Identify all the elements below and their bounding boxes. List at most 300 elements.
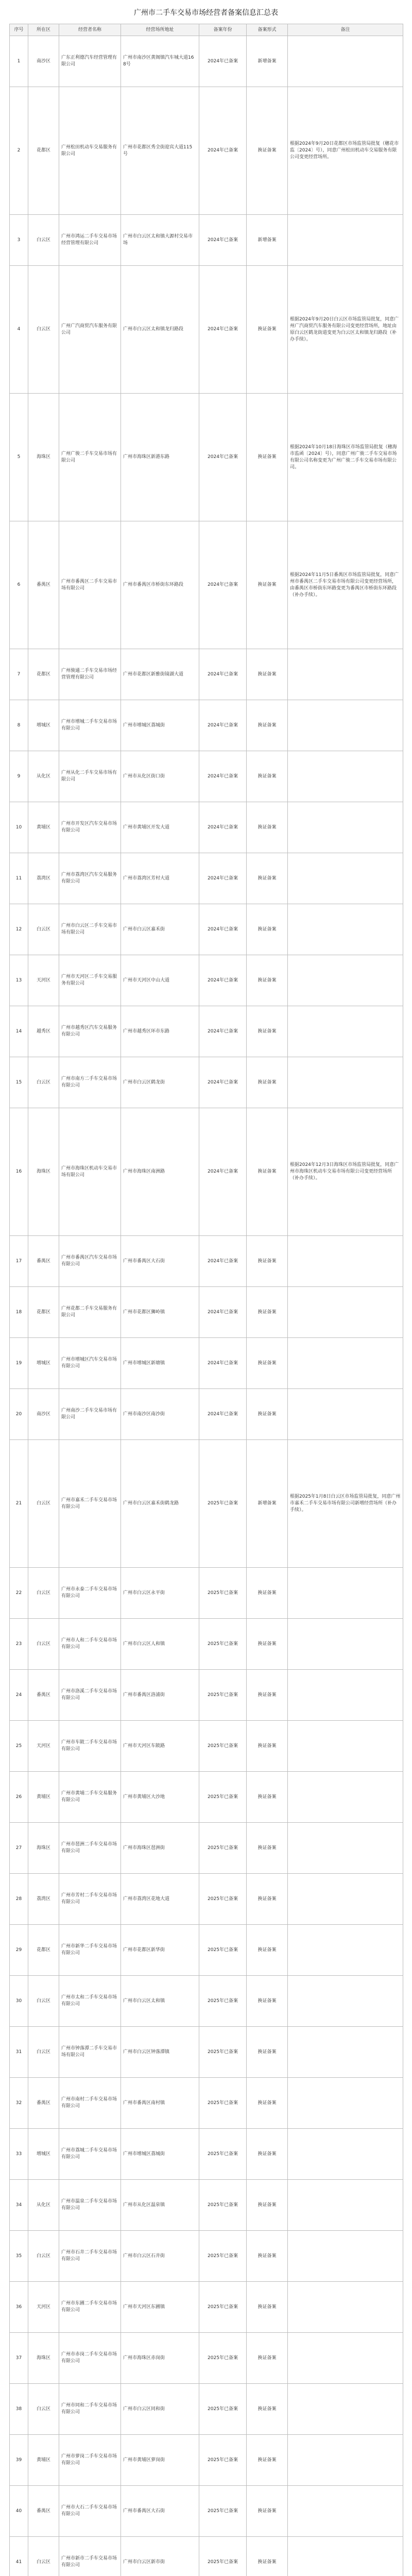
- cell-district: 白云区: [28, 215, 59, 266]
- cell-year: 2024年已备案: [199, 215, 247, 266]
- table-row: [10, 751, 403, 802]
- cell-form: 新增备案: [247, 1440, 288, 1568]
- cell-name: 广州市琶洲二手车交易市场有限公司: [59, 1823, 121, 1874]
- cell-district: 增城区: [28, 700, 59, 751]
- cell-form: 换证备案: [247, 87, 288, 215]
- table-row: [10, 2129, 403, 2180]
- cell-form: 换证备案: [247, 2537, 288, 2576]
- cell-address: 广州市从化区街口街: [121, 751, 199, 802]
- cell-district: 天河区: [28, 955, 59, 1006]
- cell-form: 换证备案: [247, 1006, 288, 1057]
- cell-address: 广州市南沙区南沙街: [121, 1389, 199, 1440]
- cell-year: 2024年已备案: [199, 1006, 247, 1057]
- cell-no: 21: [10, 1440, 28, 1568]
- table-header: [10, 24, 403, 36]
- cell-no: 34: [10, 2180, 28, 2231]
- table-body: [10, 36, 403, 2576]
- cell-form: 换证备案: [247, 1338, 288, 1389]
- cell-address: 广州市白云区嘉禾街: [121, 904, 199, 955]
- table-row: [10, 2282, 403, 2333]
- cell-note: [288, 1057, 403, 1108]
- cell-no: 37: [10, 2333, 28, 2384]
- cell-year: 2024年已备案: [199, 904, 247, 955]
- cell-address: 广州市白云区太和镇大源村交易市场: [121, 215, 199, 266]
- cell-year: 2024年已备案: [199, 955, 247, 1006]
- cell-name: 广州市温泉二手车交易市场有限公司: [59, 2180, 121, 2231]
- cell-note: [288, 1976, 403, 2027]
- document-title: 广州市二手车交易市场经营者备案信息汇总表: [134, 9, 278, 17]
- table-row: [10, 2537, 403, 2576]
- cell-district: 花都区: [28, 1287, 59, 1338]
- cell-address: 广州市海珠区赤岗街: [121, 2333, 199, 2384]
- cell-district: 番禺区: [28, 1236, 59, 1287]
- cell-note: 根据2024年11月5日番禺区市场监管局批复，同意广州市番禺区二手车交易市场有限公司变更经营场所，由番禺区市桥街东环路变更为番禺区市桥街东环路段（补办手续）。: [288, 521, 403, 649]
- table-row: [10, 2486, 403, 2537]
- cell-name: 广州市增城二手车交易市场有限公司: [59, 700, 121, 751]
- cell-name: 广州松田机动车交易服务有限公司: [59, 87, 121, 215]
- cell-note: [288, 955, 403, 1006]
- cell-note: [288, 215, 403, 266]
- table-row: [10, 1236, 403, 1287]
- cell-note: [288, 2282, 403, 2333]
- cell-address: 广州市海珠区南洲路: [121, 1108, 199, 1236]
- cell-name: 广州市新市二手车交易市场有限公司: [59, 2537, 121, 2576]
- cell-form: 换证备案: [247, 904, 288, 955]
- cell-note: [288, 2486, 403, 2537]
- cell-form: 换证备案: [247, 1670, 288, 1721]
- cell-note: [288, 1670, 403, 1721]
- cell-district: 海珠区: [28, 394, 59, 521]
- table-row: [10, 1823, 403, 1874]
- table-row: [10, 1108, 403, 1236]
- cell-district: 海珠区: [28, 2333, 59, 2384]
- cell-form: 换证备案: [247, 2486, 288, 2537]
- cell-district: 白云区: [28, 1440, 59, 1568]
- cell-no: 5: [10, 394, 28, 521]
- column-header-year: 备案年份: [199, 24, 247, 36]
- cell-name: 广州广汽商贸汽车服务有限公司: [59, 266, 121, 394]
- cell-name: 广州从化二手车交易市场有限公司: [59, 751, 121, 802]
- cell-form: 换证备案: [247, 700, 288, 751]
- table-row: [10, 1925, 403, 1976]
- cell-district: 增城区: [28, 2129, 59, 2180]
- cell-district: 白云区: [28, 2027, 59, 2078]
- cell-form: 换证备案: [247, 2180, 288, 2231]
- cell-no: 11: [10, 853, 28, 904]
- cell-address: 广州市天河区东圃镇: [121, 2282, 199, 2333]
- cell-district: 荔湾区: [28, 1874, 59, 1925]
- cell-name: 广州市鸿运二手车交易市场经营管理有限公司: [59, 215, 121, 266]
- cell-form: 换证备案: [247, 1874, 288, 1925]
- cell-no: 40: [10, 2486, 28, 2537]
- cell-district: 白云区: [28, 266, 59, 394]
- cell-form: 换证备案: [247, 2333, 288, 2384]
- cell-no: 6: [10, 521, 28, 649]
- cell-no: 38: [10, 2384, 28, 2435]
- cell-address: 广州市越秀区环市东路: [121, 1006, 199, 1057]
- table-row: [10, 700, 403, 751]
- cell-name: 广州市荔湾区汽车交易服务有限公司: [59, 853, 121, 904]
- cell-address: 广州市番禺区市桥街东环路段: [121, 521, 199, 649]
- cell-name: 广州市人和二手车交易市场有限公司: [59, 1619, 121, 1670]
- cell-year: 2024年已备案: [199, 649, 247, 700]
- cell-address: 广州市番禺区南村镇: [121, 2078, 199, 2129]
- cell-name: 广州市钟落潭二手车交易市场有限公司: [59, 2027, 121, 2078]
- cell-year: 2025年已备案: [199, 2486, 247, 2537]
- cell-form: 换证备案: [247, 1619, 288, 1670]
- cell-name: 广州市洛溪二手车交易市场有限公司: [59, 1670, 121, 1721]
- cell-address: 广州市增城区荔城街: [121, 700, 199, 751]
- cell-year: 2024年已备案: [199, 1287, 247, 1338]
- cell-district: 南沙区: [28, 1389, 59, 1440]
- cell-year: 2024年已备案: [199, 87, 247, 215]
- cell-note: [288, 2180, 403, 2231]
- cell-year: 2025年已备案: [199, 2078, 247, 2129]
- cell-district: 番禺区: [28, 1670, 59, 1721]
- cell-note: [288, 2078, 403, 2129]
- cell-name: 广东正利德汽车经营管理有限公司: [59, 36, 121, 87]
- cell-address: 广州市黄埔区开发大道: [121, 802, 199, 853]
- cell-name: 广州市南村二手车交易市场有限公司: [59, 2078, 121, 2129]
- cell-district: 白云区: [28, 1976, 59, 2027]
- cell-note: [288, 802, 403, 853]
- cell-no: 27: [10, 1823, 28, 1874]
- cell-form: 换证备案: [247, 1236, 288, 1287]
- table-row: [10, 2231, 403, 2282]
- cell-name: 广州市白云区二手车交易市场有限公司: [59, 904, 121, 955]
- cell-year: 2025年已备案: [199, 1976, 247, 2027]
- cell-no: 3: [10, 215, 28, 266]
- cell-form: 换证备案: [247, 1721, 288, 1772]
- table-row: [10, 904, 403, 955]
- column-header-form: 备案形式: [247, 24, 288, 36]
- cell-no: 12: [10, 904, 28, 955]
- cell-no: 32: [10, 2078, 28, 2129]
- cell-address: 广州市白云区新市街: [121, 2537, 199, 2576]
- cell-district: 海珠区: [28, 1108, 59, 1236]
- table-row: [10, 394, 403, 521]
- cell-address: 广州市白云区石井街: [121, 2231, 199, 2282]
- cell-district: 花都区: [28, 87, 59, 215]
- cell-name: 广州市南方二手车交易市场有限公司: [59, 1057, 121, 1108]
- table-row: [10, 87, 403, 215]
- column-header-address: 经营场所地址: [121, 24, 199, 36]
- cell-year: 2025年已备案: [199, 2231, 247, 2282]
- table-row: [10, 2384, 403, 2435]
- cell-note: [288, 751, 403, 802]
- cell-year: 2025年已备案: [199, 2027, 247, 2078]
- cell-district: 白云区: [28, 2231, 59, 2282]
- table-row: [10, 1006, 403, 1057]
- table-row: [10, 2078, 403, 2129]
- cell-district: 番禺区: [28, 2078, 59, 2129]
- cell-form: 换证备案: [247, 751, 288, 802]
- cell-no: 26: [10, 1772, 28, 1823]
- table-row: [10, 215, 403, 266]
- cell-address: 广州市白云区鹤龙街: [121, 1057, 199, 1108]
- cell-year: 2025年已备案: [199, 1568, 247, 1619]
- cell-year: 2024年已备案: [199, 700, 247, 751]
- cell-note: [288, 904, 403, 955]
- cell-year: 2025年已备案: [199, 2333, 247, 2384]
- cell-no: 36: [10, 2282, 28, 2333]
- cell-address: 广州市白云区钟落潭镇: [121, 2027, 199, 2078]
- cell-name: 广州市荔城二手车交易市场有限公司: [59, 2129, 121, 2180]
- cell-address: 广州市番禺区洛浦街: [121, 1670, 199, 1721]
- cell-no: 18: [10, 1287, 28, 1338]
- cell-form: 换证备案: [247, 266, 288, 394]
- column-header-note: 备注: [288, 24, 403, 36]
- cell-no: 24: [10, 1670, 28, 1721]
- cell-form: 换证备案: [247, 1108, 288, 1236]
- cell-district: 黄埔区: [28, 1772, 59, 1823]
- cell-note: [288, 36, 403, 87]
- cell-name: 广州市同和二手车交易市场有限公司: [59, 2384, 121, 2435]
- cell-year: 2024年已备案: [199, 802, 247, 853]
- table-row: [10, 1389, 403, 1440]
- cell-form: 换证备案: [247, 394, 288, 521]
- cell-name: 广州市天河区二手车交易服务有限公司: [59, 955, 121, 1006]
- cell-address: 广州市花都区新华街: [121, 1925, 199, 1976]
- cell-year: 2024年已备案: [199, 1236, 247, 1287]
- cell-district: 花都区: [28, 1925, 59, 1976]
- cell-note: [288, 1721, 403, 1772]
- cell-address: 广州市增城区荔城街: [121, 2129, 199, 2180]
- cell-address: 广州市天河区车陂路: [121, 1721, 199, 1772]
- cell-name: 广州市越秀区汽车交易服务有限公司: [59, 1006, 121, 1057]
- cell-district: 从化区: [28, 2180, 59, 2231]
- table-row: [10, 649, 403, 700]
- cell-district: 花都区: [28, 649, 59, 700]
- cell-year: 2024年已备案: [199, 1389, 247, 1440]
- cell-district: 白云区: [28, 1568, 59, 1619]
- cell-note: [288, 2027, 403, 2078]
- table-row: [10, 1721, 403, 1772]
- cell-no: 23: [10, 1619, 28, 1670]
- cell-no: 41: [10, 2537, 28, 2576]
- cell-address: 广州市白云区人和镇: [121, 1619, 199, 1670]
- column-header-district: 所在区: [28, 24, 59, 36]
- cell-name: 广州市萝岗二手车交易市场有限公司: [59, 2435, 121, 2486]
- cell-name: 广州市嘉禾二手车交易市场有限公司: [59, 1440, 121, 1568]
- cell-note: [288, 1823, 403, 1874]
- cell-name: 广州市增城区汽车交易市场有限公司: [59, 1338, 121, 1389]
- cell-year: 2024年已备案: [199, 853, 247, 904]
- cell-address: 广州市白云区永平街: [121, 1568, 199, 1619]
- cell-district: 天河区: [28, 1721, 59, 1772]
- cell-no: 29: [10, 1925, 28, 1976]
- cell-name: 广州市车陂二手车交易市场有限公司: [59, 1721, 121, 1772]
- cell-year: 2025年已备案: [199, 1619, 247, 1670]
- cell-no: 30: [10, 1976, 28, 2027]
- table-row: [10, 1874, 403, 1925]
- cell-name: 广州市永泰二手车交易市场有限公司: [59, 1568, 121, 1619]
- cell-note: 根据2024年9月20日白云区市场监管局批复，同意广州广汽商贸汽车服务有限公司变更经营场所，地址由原白云区鹤龙街道变更为白云区太和镇龙归路段（补办手续）。: [288, 266, 403, 394]
- cell-name: 广州花都二手车交易服务有限公司: [59, 1287, 121, 1338]
- table-row: [10, 1619, 403, 1670]
- table-row: [10, 1568, 403, 1619]
- cell-note: 根据2024年9月20日花都区市场监管局批复（穗花市监〔2024〕号），同意广州松田机动车交易服务有限公司变更经营场所。: [288, 87, 403, 215]
- cell-note: [288, 1874, 403, 1925]
- cell-address: 广州市海珠区琶洲街: [121, 1823, 199, 1874]
- cell-address: 广州市花都区新雅街镜湖大道: [121, 649, 199, 700]
- cell-name: 广州市番禺区二手车交易市场有限公司: [59, 521, 121, 649]
- cell-form: 新增备案: [247, 215, 288, 266]
- cell-note: 根据2024年12月3日海珠区市场监管局批复，同意广州市海珠区机动车交易市场有限公司变更经营场所（补办手续）。: [288, 1108, 403, 1236]
- cell-form: 换证备案: [247, 649, 288, 700]
- cell-form: 换证备案: [247, 2129, 288, 2180]
- cell-name: 广州市芳村二手车交易市场有限公司: [59, 1874, 121, 1925]
- cell-note: [288, 2435, 403, 2486]
- cell-no: 19: [10, 1338, 28, 1389]
- cell-year: 2025年已备案: [199, 2537, 247, 2576]
- table-row: [10, 2027, 403, 2078]
- cell-form: 换证备案: [247, 2282, 288, 2333]
- cell-form: 换证备案: [247, 521, 288, 649]
- cell-note: [288, 2231, 403, 2282]
- cell-district: 番禺区: [28, 2486, 59, 2537]
- cell-note: [288, 1338, 403, 1389]
- cell-district: 白云区: [28, 1057, 59, 1108]
- cell-form: 新增备案: [247, 36, 288, 87]
- cell-note: [288, 1925, 403, 1976]
- cell-name: 广州广骏二手车交易市场有限公司: [59, 394, 121, 521]
- cell-note: 根据2024年10月18日海珠区市场监管局批复（穗海市监函〔2024〕号），同意广州广骏二手车交易市场有限公司名称变更为广州广骏二手车交易市场有限公司。: [288, 394, 403, 521]
- cell-no: 15: [10, 1057, 28, 1108]
- cell-note: [288, 1287, 403, 1338]
- cell-no: 1: [10, 36, 28, 87]
- cell-district: 黄埔区: [28, 2435, 59, 2486]
- cell-no: 13: [10, 955, 28, 1006]
- table-row: [10, 266, 403, 394]
- cell-no: 22: [10, 1568, 28, 1619]
- table-row: [10, 1976, 403, 2027]
- registration-table: [9, 24, 403, 2576]
- cell-address: 广州市海珠区新港东路: [121, 394, 199, 521]
- table-row: [10, 802, 403, 853]
- cell-address: 广州市南沙区黄阁镇汽车城大道168号: [121, 36, 199, 87]
- cell-year: 2025年已备案: [199, 1823, 247, 1874]
- table-row: [10, 1057, 403, 1108]
- cell-district: 白云区: [28, 904, 59, 955]
- table-row: [10, 1670, 403, 1721]
- cell-address: 广州市白云区太和镇龙归路段: [121, 266, 199, 394]
- cell-note: [288, 2384, 403, 2435]
- cell-form: 换证备案: [247, 1389, 288, 1440]
- table-row: [10, 853, 403, 904]
- cell-address: 广州市荔湾区花地大道: [121, 1874, 199, 1925]
- cell-district: 荔湾区: [28, 853, 59, 904]
- cell-district: 南沙区: [28, 36, 59, 87]
- table-row: [10, 2333, 403, 2384]
- cell-year: 2025年已备案: [199, 1925, 247, 1976]
- cell-no: 28: [10, 1874, 28, 1925]
- table-row: [10, 1772, 403, 1823]
- cell-year: 2024年已备案: [199, 36, 247, 87]
- table-row: [10, 1338, 403, 1389]
- cell-no: 20: [10, 1389, 28, 1440]
- cell-district: 白云区: [28, 2537, 59, 2576]
- cell-address: 广州市黄埔区萝岗街: [121, 2435, 199, 2486]
- cell-note: [288, 1236, 403, 1287]
- cell-form: 换证备案: [247, 2078, 288, 2129]
- cell-note: [288, 1568, 403, 1619]
- cell-no: 8: [10, 700, 28, 751]
- cell-address: 广州市花都区秀全街迎宾大道115号: [121, 87, 199, 215]
- cell-name: 广州市新华二手车交易市场有限公司: [59, 1925, 121, 1976]
- cell-district: 番禺区: [28, 521, 59, 649]
- cell-form: 换证备案: [247, 2384, 288, 2435]
- cell-district: 黄埔区: [28, 802, 59, 853]
- cell-year: 2025年已备案: [199, 1670, 247, 1721]
- cell-address: 广州市番禺区大石街: [121, 2486, 199, 2537]
- cell-year: 2025年已备案: [199, 2435, 247, 2486]
- cell-district: 从化区: [28, 751, 59, 802]
- cell-no: 31: [10, 2027, 28, 2078]
- cell-year: 2024年已备案: [199, 1057, 247, 1108]
- table-row: [10, 1440, 403, 1568]
- cell-form: 换证备案: [247, 1287, 288, 1338]
- cell-note: [288, 2537, 403, 2576]
- cell-no: 9: [10, 751, 28, 802]
- cell-note: [288, 853, 403, 904]
- cell-note: [288, 1389, 403, 1440]
- cell-no: 16: [10, 1108, 28, 1236]
- cell-address: 广州市番禺区大石街: [121, 1236, 199, 1287]
- cell-form: 换证备案: [247, 2435, 288, 2486]
- table-row: [10, 521, 403, 649]
- cell-no: 7: [10, 649, 28, 700]
- cell-address: 广州市白云区嘉禾街鹤龙路: [121, 1440, 199, 1568]
- cell-name: 广州南沙二手车交易市场有限公司: [59, 1389, 121, 1440]
- cell-form: 换证备案: [247, 853, 288, 904]
- cell-form: 换证备案: [247, 1976, 288, 2027]
- cell-no: 39: [10, 2435, 28, 2486]
- cell-no: 33: [10, 2129, 28, 2180]
- cell-address: 广州市从化区温泉镇: [121, 2180, 199, 2231]
- cell-note: 根据2025年1月8日白云区市场监管局批复，同意广州市嘉禾二手车交易市场有限公司新增经营场所（补办手续）。: [288, 1440, 403, 1568]
- table-row: [10, 1287, 403, 1338]
- cell-name: 广州骏通二手车交易市场经营管理有限公司: [59, 649, 121, 700]
- cell-district: 越秀区: [28, 1006, 59, 1057]
- cell-address: 广州市花都区狮岭镇: [121, 1287, 199, 1338]
- column-header-name: 经营者名称: [59, 24, 121, 36]
- cell-address: 广州市白云区太和镇: [121, 1976, 199, 2027]
- cell-year: 2025年已备案: [199, 2180, 247, 2231]
- cell-form: 换证备案: [247, 955, 288, 1006]
- cell-year: 2025年已备案: [199, 1440, 247, 1568]
- cell-year: 2024年已备案: [199, 266, 247, 394]
- cell-name: 广州市大石二手车交易市场有限公司: [59, 2486, 121, 2537]
- cell-year: 2025年已备案: [199, 2282, 247, 2333]
- cell-district: 海珠区: [28, 1823, 59, 1874]
- cell-no: 25: [10, 1721, 28, 1772]
- cell-year: 2024年已备案: [199, 751, 247, 802]
- cell-name: 广州市东圃二手车交易市场有限公司: [59, 2282, 121, 2333]
- cell-form: 换证备案: [247, 1568, 288, 1619]
- cell-year: 2024年已备案: [199, 1338, 247, 1389]
- cell-form: 换证备案: [247, 1057, 288, 1108]
- cell-address: 广州市天河区中山大道: [121, 955, 199, 1006]
- cell-address: 广州市黄埔区大沙地: [121, 1772, 199, 1823]
- cell-name: 广州市番禺区汽车交易市场有限公司: [59, 1236, 121, 1287]
- cell-year: 2025年已备案: [199, 2129, 247, 2180]
- cell-no: 35: [10, 2231, 28, 2282]
- cell-form: 换证备案: [247, 802, 288, 853]
- cell-no: 4: [10, 266, 28, 394]
- cell-address: 广州市增城区新塘镇: [121, 1338, 199, 1389]
- table-row: [10, 36, 403, 87]
